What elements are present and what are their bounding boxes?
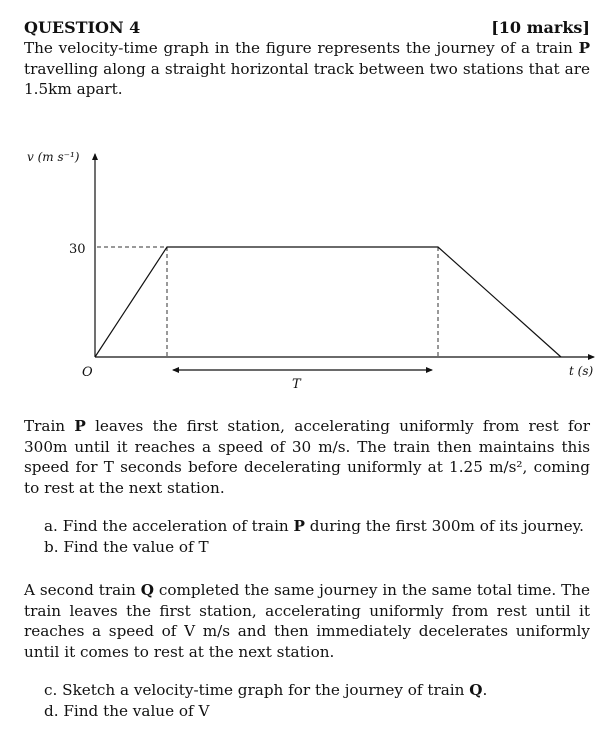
intro-paragraph — [24, 38, 590, 100]
p3-text-2: completed the same journey in the same total time. The train leaves the first station, accelerating uniformly from rest until it reaches a speed of V m/s and then immediately decelerates uniformly until it comes to rest at the next station. — [24, 581, 590, 661]
part-b: b. Find the value of T — [44, 538, 209, 556]
parts-a-b — [44, 516, 584, 558]
parts-c-d — [44, 680, 487, 722]
part-c — [44, 680, 487, 701]
y-tick-label-30: 30 — [69, 242, 86, 257]
intro-text-pre: The velocity-time graph in the figure represents the journey of a train — [24, 39, 579, 57]
part-d: d. Find the value of V — [44, 702, 210, 720]
x-axis-label: t (s) — [569, 364, 594, 378]
question-header — [24, 18, 590, 38]
y-axis-label: v (m s⁻¹) — [27, 150, 80, 164]
p2-text-2: leaves the first station, accelerating uniformly from rest for 300m until it reaches a speed of 30 m/s. The train then maintains this speed for T seconds before decelerating uniformly at 1.25 m/s², coming to rest at the next station. — [24, 417, 590, 497]
p2-text-1: Train — [24, 417, 75, 435]
part-c-pre: c. Sketch a velocity-time graph for the journey of train — [44, 681, 470, 699]
question-marks: [10 marks] — [491, 18, 590, 37]
part-c-post: . — [482, 681, 488, 699]
question-page — [24, 18, 594, 720]
origin-label: O — [82, 365, 93, 380]
p2-train-label: P — [74, 417, 86, 435]
interval-t-label: T — [292, 377, 301, 392]
intro-train-label: P — [578, 39, 590, 57]
train-p-velocity-line — [95, 247, 561, 357]
question-title: QUESTION 4 — [24, 18, 141, 37]
velocity-time-graph — [24, 130, 604, 402]
part-a-pre: a. Find the acceleration of train — [44, 517, 294, 535]
train-q-description — [24, 580, 590, 662]
p3-train-label: Q — [140, 581, 154, 599]
part-a — [44, 516, 584, 537]
p3-text-1: A second train — [24, 581, 141, 599]
part-a-post: during the first 300m of its journey. — [304, 517, 585, 535]
intro-text-post: travelling along a straight horizontal track between two stations that are 1.5km apart. — [24, 59, 590, 98]
train-p-description — [24, 416, 590, 498]
part-a-train: P — [293, 517, 305, 535]
part-c-train: Q — [469, 681, 483, 699]
